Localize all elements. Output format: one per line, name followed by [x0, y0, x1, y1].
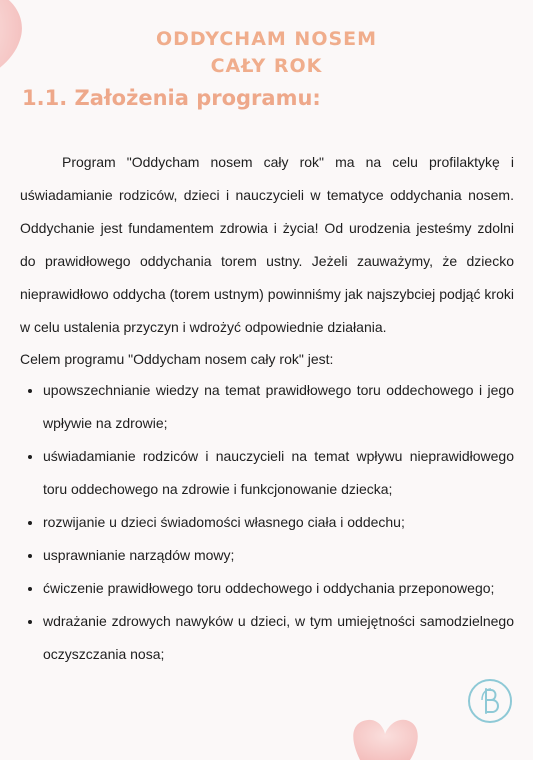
main-content	[20, 146, 514, 671]
heart-decoration-bottom	[330, 700, 440, 760]
goal-item: • ćwiczenie prawidłowego toru oddechowego i oddychania przeponowego;	[43, 572, 514, 605]
goal-item: • upowszechnianie wiedzy na temat prawidłowego toru oddechowego i jego wpływie na zdrowie;	[43, 374, 514, 440]
section-heading: 1.1. Założenia programu:	[22, 86, 321, 110]
circle-b-logo-icon	[467, 678, 513, 724]
goal-item: • wdrażanie zdrowych nawyków u dzieci, w tym umiejętności samodzielnego oczyszczania nosa;	[43, 605, 514, 671]
intro-paragraph: Program "Oddycham nosem cały rok" ma na celu profilaktykę i uświadamianie rodziców, dzieci i nauczycieli w tematyce oddychania nosem. Oddychanie jest fundamentem zdrowia i życia! Od urodzenia jesteśmy zdolni do prawidłowego oddychania torem ustny. Jeżeli zauważymy, że dziecko nieprawidłowo oddycha (torem ustnym) powinniśmy jak najszybciej podjąć kroki w celu ustalenia przyczyn i wdrożyć odpowiednie działania.	[20, 154, 514, 335]
goals-list	[20, 374, 514, 671]
title-line-1: ODDYCHAM NOSEM	[155, 28, 378, 50]
goal-item: • usprawnianie narządów mowy;	[43, 539, 514, 572]
goal-item: • rozwijanie u dzieci świadomości własnego ciała i oddechu;	[43, 506, 514, 539]
goals-intro: Celem programu "Oddycham nosem cały rok" jest:	[20, 351, 334, 367]
goal-item: • uświadamianie rodziców i nauczycieli na temat wpływu nieprawidłowego toru oddechowego na zdrowie i funkcjonowanie dziecka;	[43, 440, 514, 506]
page-title	[0, 26, 533, 80]
title-line-2: CAŁY ROK	[210, 55, 323, 77]
